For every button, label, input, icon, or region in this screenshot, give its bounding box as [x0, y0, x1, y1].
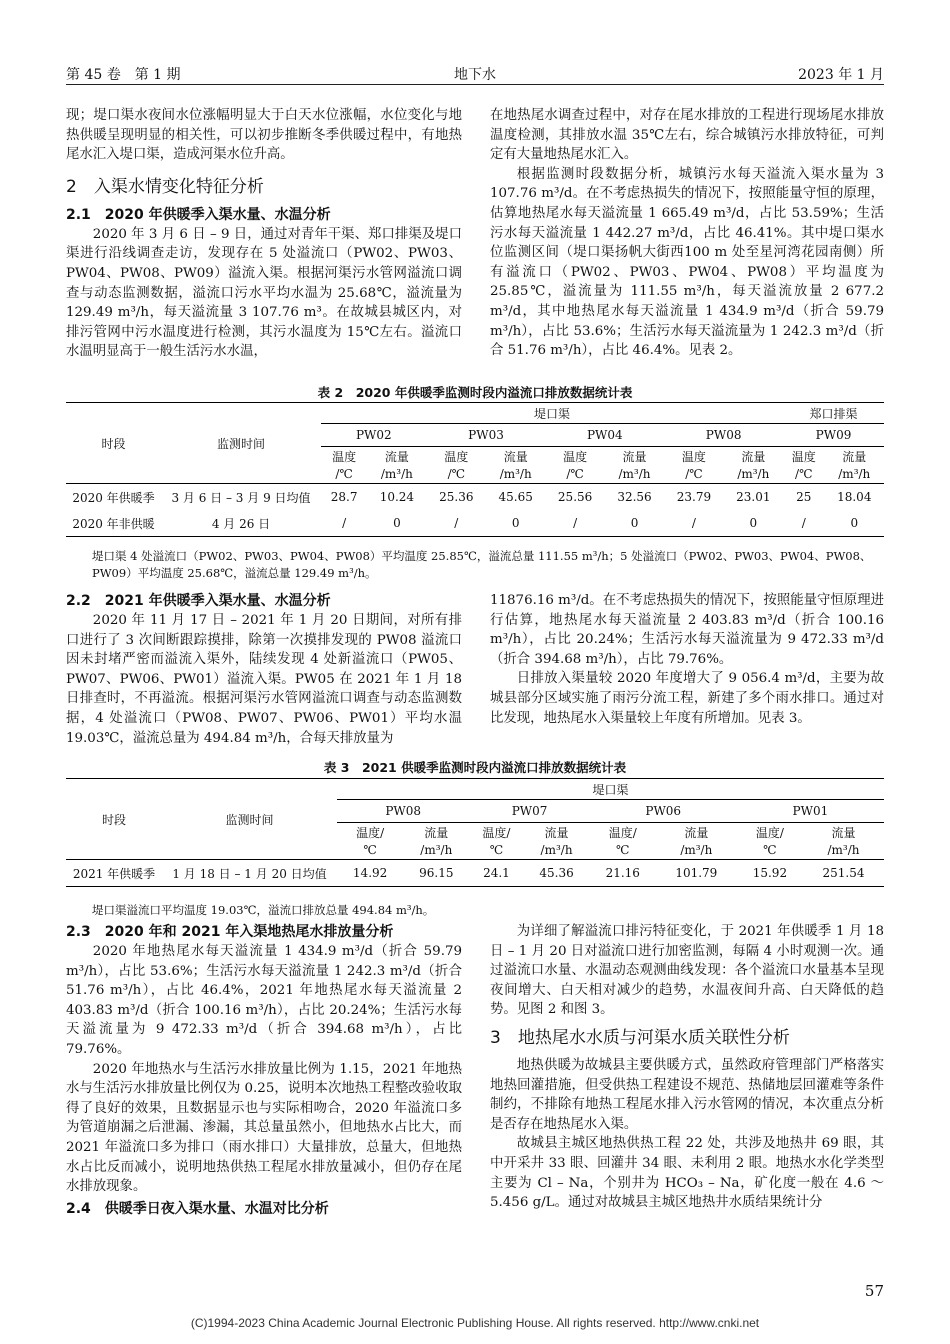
table-unit: /℃ [335, 467, 353, 481]
paragraph: 地热供暖为故城县主要供暖方式，虽然政府管理部门严格落实地热回灌措施，但受供热工程建设不规范、热储地层回灌难等条件制约，不排除有地热工程尾水排入污水管网的情况，本次重点分析是否存在地热尾水入渠。 [490, 1057, 884, 1132]
table-cell: 101.79 [675, 866, 718, 880]
table-unit: ℃ [616, 843, 630, 857]
page-number: 57 [864, 1282, 884, 1300]
table-row [66, 860, 884, 887]
table-header: 监测时间 [216, 436, 265, 451]
right-column-top [490, 106, 884, 361]
table-cell: 0 [393, 516, 401, 530]
table-cell: 0 [511, 516, 520, 530]
left-column-middle [66, 591, 462, 748]
table-cell: 25 [796, 490, 812, 504]
table-cell: / [342, 516, 347, 530]
table-cell: 2021 年供暖季 [72, 866, 156, 881]
table-header: 时段 [101, 436, 126, 451]
table-group-header: 堤口渠 [321, 403, 783, 424]
table-cell: 251.54 [822, 866, 865, 880]
table-subheader: 流量 [684, 825, 709, 840]
paragraph: 2020 年地热水与生活污水排放量比例为 1.15，2021 年地热水与生活污水排放量比例仅为 0.25，说明本次地热工程整改验收取得了良好的效果，且数据显示也与实际相吻合，2020 年溢流口多为管道崩漏之后泄漏、渗漏，其总量虽然小，但地热水占比大，而 2021 年溢流口多为排口（雨水排口）大量排放，总量大，但地热水占比反而减小，说明地热供热工程尾水排放量减小，但仍存在尾水排放现象。 [66, 1061, 462, 1195]
paragraph: 日排放入渠量较 2020 年度增大了 9 056.4 m³/d，主要为故城县部分区域实施了雨污分流工程，新建了多个雨水排口。通过对比发现，地热尾水入渠量较上年度有所增加。见表 3。 [490, 671, 884, 726]
table-cell: 21.16 [605, 866, 640, 880]
table-cell: 0 [630, 516, 639, 530]
table-subheader: 流量 [503, 449, 528, 464]
table-station: PW09 [783, 424, 884, 447]
header-volume: 第 45 卷 第 1 期 [66, 67, 181, 83]
table-unit: /℃ [685, 467, 703, 481]
table-cell: 2020 年非供暖 [72, 516, 155, 531]
table-cell: 32.56 [617, 490, 652, 504]
header-journal: 地下水 [454, 67, 496, 83]
header-date: 2023 年 1 月 [798, 67, 884, 83]
table-cell: 25.56 [557, 490, 593, 504]
table-cell: 0 [850, 516, 859, 530]
table-unit: /℃ [566, 467, 584, 481]
table-cell: 1 月 18 日 – 1 月 20 日均值 [172, 866, 327, 881]
table-cell: 45.65 [498, 490, 533, 504]
table-unit: ℃ [363, 843, 377, 857]
table-cell: 25.36 [439, 490, 474, 504]
table-subheader: 流量 [544, 825, 569, 840]
table-unit: /m³/h [838, 467, 871, 481]
table3 [66, 778, 884, 887]
table-header: 监测时间 [225, 812, 274, 827]
table-subheader: 温度/ [755, 825, 784, 840]
table-unit: /m³/h [680, 843, 713, 857]
section-heading-2: 2 入渠水情变化特征分析 [66, 176, 264, 197]
running-header [66, 60, 884, 85]
table-cell: 10.24 [379, 490, 415, 504]
table-station: PW08 [664, 424, 783, 447]
table-cell: 96.15 [419, 866, 454, 880]
subsection-heading-2-2: 2.2 2021 年供暖季入渠水量、水温分析 [66, 593, 331, 609]
right-column-middle [490, 591, 884, 728]
table-cell: 45.36 [539, 866, 574, 880]
table-subheader: 流量 [384, 449, 409, 464]
table-subheader: 温度 [332, 449, 357, 464]
table-row [66, 510, 884, 537]
table-subheader: 流量 [842, 449, 867, 464]
table2 [66, 402, 884, 537]
table-subheader: 温度 [563, 449, 588, 464]
table2-caption: 表 2 2020 年供暖季监测时段内溢流口排放数据统计表 [317, 385, 633, 400]
table-cell: 0 [749, 516, 758, 530]
table3-caption: 表 3 2021 供暖季监测时段内溢流口排放数据统计表 [323, 760, 627, 775]
left-column-top [66, 106, 462, 362]
paragraph: 故城县主城区地热供热工程 22 处，共涉及地热井 69 眼，其中开采井 33 眼、回灌井 34 眼、未利用 2 眼。地热水水化学类型主要为 Cl – Na，个别井为 HCO₃ – Na，矿化度一般在 4.6 ～5.456 g/L。通过对故城县主城区地热井水质结果统计分 [490, 1136, 884, 1211]
table-station: PW08 [337, 800, 469, 823]
table-station: PW01 [737, 800, 884, 823]
table-subheader: 流量 [831, 825, 856, 840]
table-subheader: 温度/ [608, 825, 637, 840]
table-unit: /℃ [447, 467, 466, 481]
paragraph: 2020 年 11 月 17 日 – 2021 年 1 月 20 日期间，对所有排口进行了 3 次间断跟踪摸排，除第一次摸排发现的 PW08 溢流口因未封堵严密而溢流入渠外，陆续发现 4 处新溢流口（PW05、PW07、PW06、PW01）溢流入渠。PW05 在 2021 年 1 月 18 日排查时，不再溢流。根据河渠污水管网溢流口调查与动态监测数据，4 处溢流口（PW08、PW07、PW06、PW01）平均水温 19.03℃，溢流总量为 494.84 m³/h，合每天排放量为 [66, 613, 462, 746]
table-group-header: 堤口渠 [337, 779, 884, 800]
paragraph: 根据监测时段数据分析，城镇污水每天溢流入渠水量为 3 107.76 m³/d。在不考虑热损失的情况下，按照能量守恒的原理，估算地热尾水每天溢流量 1 665.49 m³/d，占比 53.59%；生活污水每天溢流量 1 442.27 m³/d，占比 46.41%。其中堤口渠水位监测区间（堤口渠扬帆大街西100 m 处至星河湾花园南侧）所有溢流口（PW02、PW03、PW04、PW08）平均温度为 25.85℃，溢流量为 111.55 m³/h，每天溢流放量 2 677.2 m³/d，其中地热尾水每天溢流量 1 434.9 m³/d（折合 59.79 m³/h），占比 53.6%；生活污水每天溢流量为 1 242.3 m³/d（折合 51.76 m³/h），占比 46.4%。见表 2。 [490, 166, 884, 359]
table-subheader: 温度/ [482, 825, 511, 840]
table-unit: /m³/h [737, 467, 770, 481]
paragraph: 在地热尾水调查过程中，对存在尾水排放的工程进行现场尾水排放温度检测，其排放水温 35℃左右，综合城镇污水排放特征，可判定有大量地热尾水汇入。 [490, 108, 884, 163]
table-unit: ℃ [489, 843, 504, 857]
table-station: PW03 [427, 424, 546, 447]
paragraph: 2020 年地热尾水每天溢流量 1 434.9 m³/d（折合 59.79 m³/h），占比 53.6%；生活污水每天溢流量 1 242.3 m³/d（折合 51.76 m³/h），占比 46.4%，2021 年地热尾水每天溢流量 2 403.83 m³/d（折合 100.16 m³/h），占比 20.24%；生活污水每天溢流量为 9 472.33 m³/d（折合 394.68 m³/h），占比 79.76%。 [66, 944, 462, 1057]
table-unit: /m³/h [827, 843, 860, 857]
table-subheader: 流量 [424, 825, 449, 840]
table-unit: /m³/h [499, 467, 532, 481]
table-cell: 14.92 [352, 866, 388, 880]
table-unit: /m³/h [618, 467, 651, 481]
table-cell: 15.92 [752, 866, 788, 880]
table-unit: /m³/h [420, 843, 453, 857]
table-row [66, 484, 884, 511]
left-column-bottom [66, 922, 462, 1219]
table-group-header: 郑口排渠 [783, 403, 884, 424]
copyright-footer: (C)1994-2023 China Academic Journal Electronic Publishing House. All rights reserved. http://www.cnki.net [190, 1316, 760, 1330]
table2-note: 堤口渠 4 处溢流口（PW02、PW03、PW04、PW08）平均温度 25.85℃，溢流总量 111.55 m³/h；5 处溢流口（PW02、PW03、PW04、PW08、PW09）平均温度 25.68℃，溢流总量 129.49 m³/h。 [92, 549, 872, 580]
table-subheader: 流量 [622, 449, 647, 464]
subsection-heading-2-3: 2.3 2020 年和 2021 年入渠地热尾水排放量分析 [66, 924, 394, 940]
table-cell: 18.04 [837, 490, 872, 504]
table-cell: 3 月 6 日 – 3 月 9 日均值 [171, 490, 311, 505]
section-heading-3: 3 地热尾水水质与河渠水质关联性分析 [490, 1027, 790, 1048]
table-cell: / [801, 516, 806, 530]
table3-note: 堤口渠溢流口平均温度 19.03℃，溢流口排放总量 494.84 m³/h。 [92, 903, 435, 917]
table-cell: 23.79 [676, 490, 712, 504]
table-subheader: 温度 [444, 449, 469, 464]
table-station: PW06 [590, 800, 737, 823]
paragraph: 2020 年 3 月 6 日 – 9 日，通过对青年干渠、郑口排渠及堤口渠进行沿线调查走访，发现存在 5 处溢流口（PW02、PW03、PW04、PW08、PW09）溢流入渠。根据河渠污水管网溢流口调查与动态监测数据，溢流口污水平均水温为 25.68℃，溢流量为 129.49 m³/h，每天溢流量 3 107.76 m³。在故城县城区内，对排污管网中污水温度进行检测，其污水温度为 15℃左右。溢流口水温明显高于一般生活污水水温， [66, 226, 462, 360]
table-station: PW07 [469, 800, 589, 823]
table-subheader: 温度/ [356, 825, 385, 840]
paragraph: 现；堤口渠水夜间水位涨幅明显大于白天水位涨幅，水位变化与地热供暖呈现明显的相关性，可以初步推断冬季供暖过程中，有地热尾水汇入堤口渠，造成河渠水位升高。 [66, 108, 462, 163]
table-subheader: 流量 [741, 449, 766, 464]
table-unit: ℃ [763, 843, 777, 857]
table-subheader: 温度 [681, 449, 706, 464]
table-unit: /℃ [795, 467, 813, 481]
table-cell: 28.7 [330, 490, 358, 504]
table-cell: 23.01 [736, 490, 771, 504]
paragraph: 11876.16 m³/d。在不考虑热损失的情况下，按照能量守恒原理进行估算，地热尾水每天溢流量 2 403.83 m³/d（折合 100.16 m³/h），占比 20.24%；生活污水每天溢流量为 9 472.33 m³/d（折合 394.68 m³/h），占比 79.76%。 [490, 593, 884, 667]
right-column-bottom [490, 922, 884, 1213]
table-cell: 4 月 26 日 [211, 516, 271, 531]
table-cell: 2020 年供暖季 [72, 490, 155, 505]
subsection-heading-2-1: 2.1 2020 年供暖季入渠水量、水温分析 [66, 206, 331, 223]
table-cell: / [454, 516, 459, 530]
paragraph: 为详细了解溢流口排污特征变化，于 2021 年供暖季 1 月 18 日 – 1 月 20 日对溢流口进行加密监测，每隔 4 小时观测一次。通过溢流口水量、水温动态观测曲线发现：各个溢流口水量基本呈现夜间增大、白天相对减少的趋势，水温夜间升高、白天降低的趋势。见图 2 和图 3。 [490, 924, 884, 1018]
table-station: PW02 [321, 424, 427, 447]
subsection-heading-2-4: 2.4 供暖季日夜入渠水量、水温对比分析 [66, 1200, 329, 1217]
table-station: PW04 [545, 424, 664, 447]
table-subheader: 温度 [791, 449, 816, 464]
table-cell: / [691, 516, 696, 530]
table-unit: /m³/h [380, 467, 413, 481]
table-cell: 24.1 [483, 866, 510, 880]
table-header: 时段 [101, 812, 126, 827]
table-unit: /m³/h [540, 843, 573, 857]
table-cell: / [573, 516, 578, 530]
